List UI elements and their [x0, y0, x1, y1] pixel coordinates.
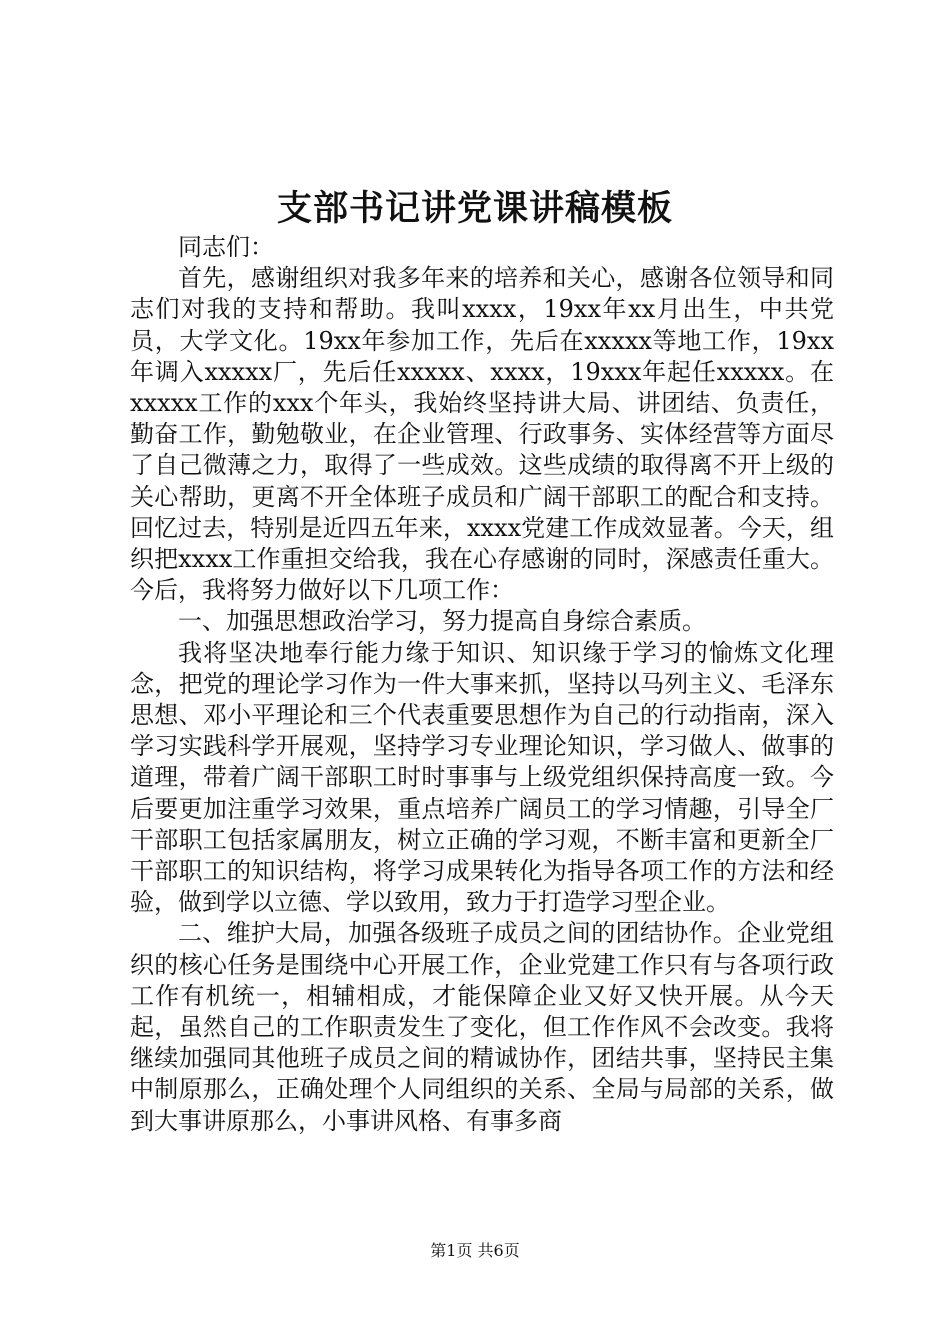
document-title: 支部书记讲党课讲稿模板	[276, 188, 673, 229]
paragraph-salutation: 同志们：	[178, 233, 274, 261]
paragraph-heading-two: 二、维护大局，加强各级班子成员之间的团结协作。企业党组织的核心任务是围绕中心开展工作，企业党建工作只有与各项行政工作有机统一，相辅相成，才能保障企业又好又快开展。从今天起，虽然自己的工作职责发生了变化，但工作作风不会改变。我将继续加强同其他班子成员之间的精诚协作，团结共事，坚持民主集中制原那么，正确处理个人同组织的关系、全局与局部的关系，做到大事讲原那么，小事讲风格、有事多商	[130, 919, 834, 1135]
page-number-footer: 第1页 共6页	[430, 1241, 520, 1260]
paragraph-introduction: 首先，感谢组织对我多年来的培养和关心，感谢各位领导和同志们对我的支持和帮助。我叫xxxx，19xx年xx月出生，中共党员，大学文化。19xx年参加工作，先后在xxxxx等地工作，19xx年调入xxxxx厂，先后任xxxxx、xxxx，19xxx年起任xxxxx。在xxxxx工作的xxx个年头，我始终坚持讲大局、讲团结、负责任，勤奋工作，勤勉敬业，在企业管理、行政事务、实体经营等方面尽了自己微薄之力，取得了一些成效。这些成绩的取得离不开上级的关心帮助，更离不开全体班子成员和广阔干部职工的配合和支持。回忆过去，特别是近四五年来，xxxx党建工作成效显著。今天，组织把xxxx工作重担交给我，我在心存感谢的同时，深感责任重大。今后，我将努力做好以下几项工作：	[130, 264, 834, 605]
document-body	[130, 232, 834, 1137]
paragraph-study: 我将坚决地奉行能力缘于知识、知识缘于学习的愉炼文化理念，把党的理论学习作为一件大事来抓，坚持以马列主义、毛泽东思想、邓小平理论和三个代表重要思想作为自己的行动指南，深入学习实践科学开展观，坚持学习专业理论知识，学习做人、做事的道理，带着广阔干部职工时时事事与上级党组织保持高度一致。今后要更加注重学习效果，重点培养广阔员工的学习情趣，引导全厂干部职工包括家属朋友，树立正确的学习观，不断丰富和更新全厂干部职工的知识结构，将学习成果转化为指导各项工作的方法和经验，做到学以立德、学以致用，致力于打造学习型企业。	[130, 638, 834, 917]
paragraph-heading-one: 一、加强思想政治学习，努力提高自身综合素质。	[178, 607, 706, 636]
